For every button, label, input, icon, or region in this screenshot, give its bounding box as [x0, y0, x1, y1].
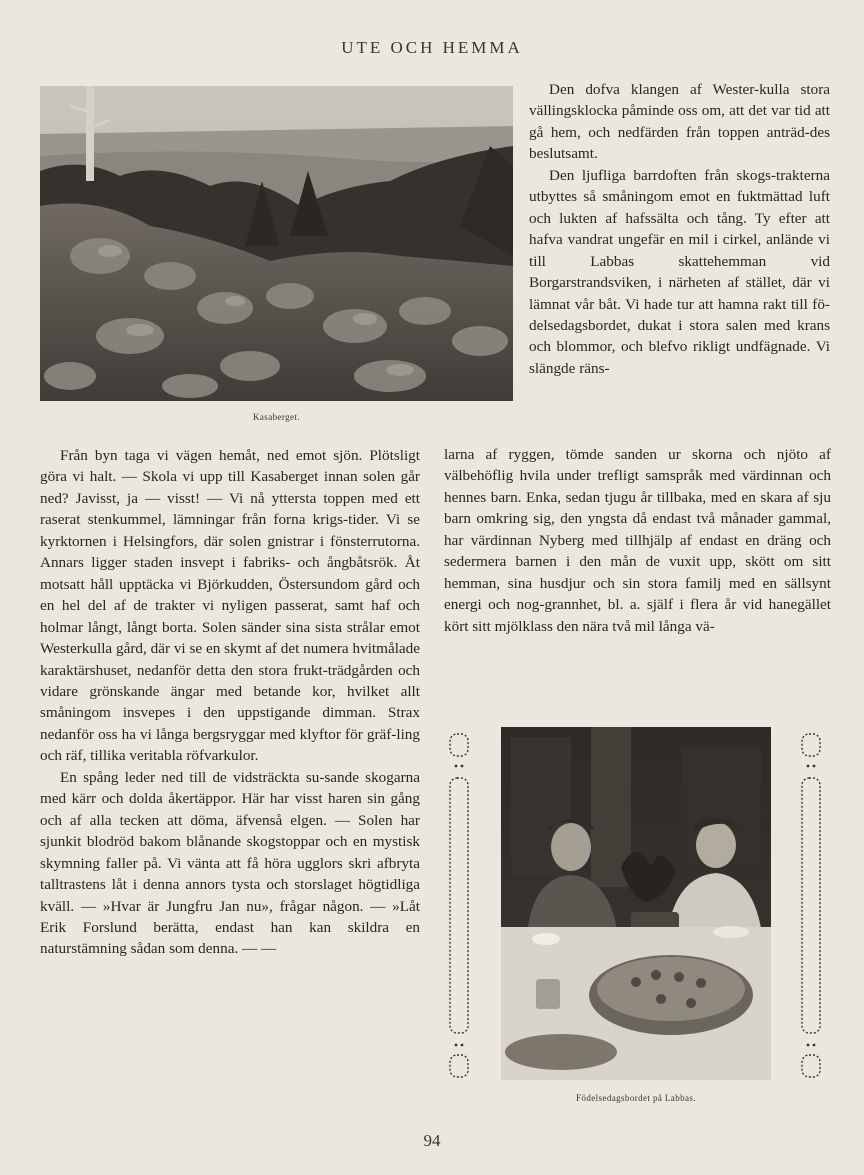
- birthday-table-caption: Födelsedagsbordet på Labbas.: [576, 1093, 696, 1103]
- paragraph: larna af ryggen, tömde sanden ur skorna och njöto af välbehöflig hvila under trefligt samspråk med värdinnan och hennes barn. Enka, sedan tjugu år tillbaka, med en skara af sju barn omkring sig, den yngsta då endast två månader gammal, har värdinnan Nyberg med tillhjälp af endast en dräng och sedermera barnen i den mån de vuxit upp, skött om sitt hemman, sina husdjur och sin stora familj med en sällsynt energi och nog-grannhet, bl. a. själf i flera år vid hanegället kört sitt mjölklass den nära två mil långa vä-: [444, 446, 831, 635]
- kasaberget-photo: [40, 86, 513, 401]
- right-column-lower-text: [444, 444, 831, 637]
- running-header: UTE OCH HEMMA: [341, 38, 523, 57]
- paragraph: En spång leder ned till de vidsträckta su-sande skogarna med kärr och dolda åkertäppor. Här har visst haren sin gång och af alla tecken att döma, äfvenså elgen. — Solen har sjunkit blodröd bakom blånande skogstoppar och en mystisk skymning faller på. Vi vänta att få höra ugglors skri afbryta talltrastens låt i denna annors tysta och storslaget högtidliga kväll. — »Hvar är Jungfru Jan nu», frågar någon. — »Låt Erik Forslund berätta, endast han kan skildra en naturstämning sådan som denna. — —: [40, 768, 420, 958]
- ornamental-border-right: [796, 728, 826, 1083]
- ornamental-border-left: [444, 728, 474, 1083]
- kasaberget-caption: Kasaberget.: [253, 412, 300, 422]
- left-column-text: [40, 445, 420, 960]
- paragraph: Den ljufliga barrdoften från skogs-trakterna utbyttes så småningom emot en fuktmättad luft och lukten af hafssälta och tång. Ty efter att hafva vandrat ungefär en mil i cirkel, anlände vi till Labbas skattehemman vid Borgarstrandsviken, i närheten af stället, där vi lämnat vår båt. Vi hade tur att hamna rakt till fö-delsedagsbordet, dukat i stora salen med krans och blommor, och blefvo rikligt undfägnade. Vi slängde räns-: [529, 166, 830, 377]
- paragraph: Den dofva klangen af Wester-kulla stora vällingsklocka påminde oss om, att det var tid att gå hem, och nedfärden från toppen anträd-des beslutsamt.: [529, 81, 830, 163]
- birthday-table-photo: [501, 727, 771, 1080]
- page-number: 94: [423, 1131, 441, 1150]
- paragraph: Från byn taga vi vägen hemåt, ned emot sjön. Plötsligt göra vi halt. — Skola vi upp till Kasaberget innan solen går ned? Javisst, ja — visst! — Vi nå yttersta toppen med ett raserat stenkummel, lämningar från forna krigs-tider. Vi se kyrktornen i Helsingfors, där solen gnistrar i fönsterrutorna. Annars ligger staden insvept i fabriks- och ångbåtsrök. Åt motsatt håll upptäcka vi Björkudden, Östersundom gård och en hel del af de trakter vi nyligen passerat, samt haf och holmar långt, långt borta. Solen sänder sina sista strålar emot Westerkulla gård, där vi se en skymt af det numera hvitmålade karaktärshuset, nedanför detta den stora frukt-trädgården och vidare grönskande ängar med betande kor, hvilket allt småningom insvepes i den uppstigande dimman. Strax nedanför oss ha vi långa bergsryggar med klyftor för gräf-ling och räf, tillika veritabla röfvarkulor.: [40, 447, 420, 765]
- right-column-upper-text: [529, 79, 830, 379]
